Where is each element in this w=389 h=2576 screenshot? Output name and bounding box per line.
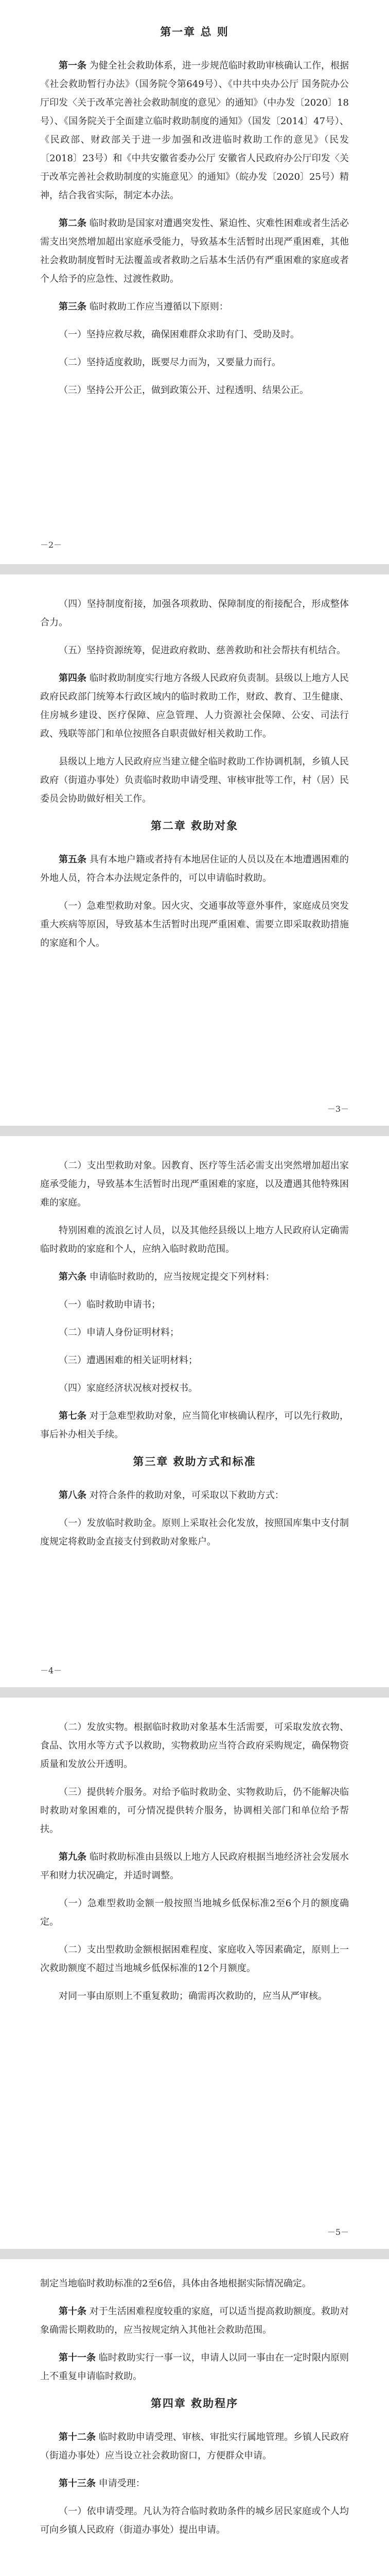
article-item: （三）提供转介服务。对给予临时救助金、实物救助后，仍不能解决临时救助对象困难的，可分情况提供转介服务，协调相关部门和单位给予帮扶。 — [40, 1787, 349, 1835]
document-page — [0, 1698, 389, 2249]
article-text: 临时救助申请受理、审核、审批实行属地管理。乡镇人民政府（街道办事处）应当设立社会救助窗口，方便群众申请。 — [40, 2432, 349, 2461]
page-content — [40, 19, 349, 409]
article-head: 第十条 — [59, 2306, 87, 2317]
article-item: 县级以上地方人民政府应当建立健全临时救助工作协调机制，乡镇人民政府（街道办事处）负责临时救助申请受理、审核审批等工作，村（居）民委员会协助做好相关工作。 — [40, 756, 349, 804]
article-head: 第七条 — [59, 1411, 87, 1421]
article-head: 第九条 — [59, 1852, 87, 1862]
article — [40, 1407, 349, 1444]
article-item: （二）支出型救助对象。因教育、医疗等生活必需支出突然增加超出家庭承受能力，导致基本生活暂时出现严重困难的家庭，以及遭遇其他特殊困难的家庭。 — [40, 1160, 349, 1208]
article-item: （四）坚持制度衔接，加强各项救助、保障制度的衔接配合，形成整体合力。 — [40, 599, 349, 628]
document-page — [0, 1136, 389, 1687]
article — [40, 851, 349, 888]
page-number: －2－ — [40, 540, 62, 550]
page-content — [40, 2275, 349, 2549]
article-item: （一）急难型救助对象。因火灾、交通事故等意外事件，家庭成员突发重大疾病等原因，导致基本生活暂时出现严重困难、需要立即采取救助措施的家庭和个人。 — [40, 901, 349, 948]
document-page — [0, 574, 389, 1126]
article-text: 临时救助实行一事一议，申请人以同一事由在一定时限内原则上不重复申请临时救助。 — [40, 2352, 349, 2382]
article — [40, 669, 349, 743]
page-content — [40, 1157, 349, 1561]
article-item: （三）坚持公开公正，做到政策公开、过程透明、结果公正。 — [59, 385, 309, 396]
article-text: 临时救助是国家对遭遇突发性、紧迫性、灾难性困难或者生活必需支出突然增加超出家庭承受能力，导致基本生活暂时出现严重困难，其他社会救助制度暂时无法覆盖或者救助之后基本生活仍有严重困难的家庭或者个人给予的应急性、过渡性救助。 — [40, 218, 349, 284]
article — [40, 1268, 349, 1286]
article-item: 制定当地临时救助标准的2至6倍，具体由各地根据实际情况确定。 — [40, 2278, 311, 2289]
article-text: 为健全社会救助体系，进一步规范临时救助审核确认工作，根据《社会救助暂行办法》（国务院令第649号）、《中共中央办公厅 国务院办公厅印发〈关于改革完善社会救助制度的意见〉的通知》（中办发〔2020〕18号）、《国务院关于全面建立临时救助制度的通知》（国发〔2014〕47号）、《民政部、财政部关于进一步加强和改进临时救助工作的意见》（民发〔2018〕23号）和《中共安徽省委办公厅 安徽省人民政府办公厅印发〈关于改革完善社会救助制度的实施意见〉的通知》（皖办发〔2020〕25号）精神，结合我省实际，制定本办法。 — [40, 60, 349, 201]
article-item: （二）申请人身份证明材料； — [59, 1327, 179, 1338]
article-text: 临时救助工作应当遵循以下原则： — [89, 301, 228, 312]
article — [40, 1848, 349, 1885]
document-page — [0, 2259, 389, 2576]
article — [40, 2349, 349, 2386]
article-item: 对同一事由原则上不重复救助；确需再次救助的，应当从严审核。 — [59, 1991, 327, 2002]
article-text: 临时救助标准由县级以上地方人民政府根据当地经济社会发展水平和财力状况确定，并适时调整。 — [40, 1852, 349, 1881]
article — [40, 57, 349, 205]
article-text: 申请受理： — [98, 2478, 145, 2489]
article-text: 临时救助制度实行地方各级人民政府负责制。县级以上地方人民政府民政部门统筹本行政区域内的临时救助工作，财政、教育、卫生健康、住房城乡建设、医疗保障、应急管理、人力资源社会保障、公安、司法行政、残联等部门和单位按照各自职责做好相关救助工作。 — [40, 673, 349, 739]
page-number: －4－ — [40, 1666, 62, 1675]
article-item: （三）遭遇困难的相关证明材料； — [59, 1355, 198, 1366]
page-number: －5－ — [327, 2227, 349, 2237]
article-item: （二）支出型救助金额根据困难程度、家庭收入等因素确定，原则上一次救助额度不超过当地城乡低保标准的12个月额度。 — [40, 1944, 349, 1974]
article-item: （一）临时救助申请书； — [59, 1299, 161, 1310]
article — [40, 214, 349, 289]
article-head: 第六条 — [59, 1272, 86, 1282]
article-item: （五）坚持资源统筹，促进政府救助、慈善救助和社会帮扶有机结合。 — [59, 645, 346, 656]
article-item: （一）发放临时救助金。原则上采取社会化发放，按照国库集中支付制度规定将救助金直接支付到救助对象账户。 — [40, 1518, 349, 1547]
article-item: （四）家庭经济状况核对授权书。 — [59, 1383, 198, 1394]
article-head: 第十一条 — [59, 2352, 96, 2363]
article-head: 第十二条 — [59, 2432, 96, 2443]
page-number: －3－ — [327, 1104, 349, 1114]
article-head: 第二条 — [59, 218, 87, 229]
article-head: 第四条 — [59, 673, 87, 684]
article-item: （一）急难型救助金额一般按照当地城乡低保标准2至6个月的额度确定。 — [40, 1898, 349, 1927]
page-content — [40, 595, 349, 962]
article-text: 对于急难型救助对象，应当简化审核确认程序，可以先行救助，事后补办相关手续。 — [40, 1411, 349, 1440]
article-text: 申请临时救助的，应当按规定提交下列材料： — [89, 1272, 275, 1282]
page-content — [40, 1718, 349, 2015]
chapter-title: 第二章 救助对象 — [150, 819, 239, 832]
article — [40, 2428, 349, 2465]
article-head: 第五条 — [59, 854, 87, 865]
article-head: 第八条 — [59, 1490, 86, 1501]
chapter-title: 第一章 总 则 — [160, 25, 229, 38]
chapter-title: 第三章 救助方式和标准 — [133, 1455, 256, 1468]
article-text: 对于生活困难程度较重的家庭，可以适当提高救助额度。救助对象确需长期救助的，应当按规定纳入其他社会救助范围。 — [40, 2306, 349, 2335]
article — [40, 2475, 349, 2493]
article-head: 第十三条 — [59, 2478, 96, 2489]
article-item: 特别困难的流浪乞讨人员，以及其他经县级以上地方人民政府认定确需临时救助的家庭和个人，应纳入临时救助范围。 — [40, 1225, 349, 1255]
article-item: （一）依申请受理。凡认为符合临时救助条件的城乡居民家庭或个人均可向乡镇人民政府（街道办事处）提出申请。 — [40, 2506, 349, 2535]
article-item: （二）坚持适度救助，既要尽力而为，又要量力而行。 — [59, 357, 281, 368]
article — [40, 298, 349, 316]
document-page — [0, 0, 389, 564]
article-head: 第一条 — [59, 60, 87, 71]
article-item: （二）发放实物。根据临时救助对象基本生活需要，可采取发放衣物、食品、饮用水等方式予以救助，实物救助应当符合政府采购规定，确保物资质量和发放公开透明。 — [40, 1722, 349, 1770]
article-text: 具有本地户籍或者持有本地居住证的人员以及在本地遭遇困难的外地人员，符合本办法规定条件的，可以申请临时救助。 — [40, 854, 349, 884]
article — [40, 2302, 349, 2340]
chapter-title: 第四章 救助程序 — [150, 2397, 239, 2410]
article-item: （一）坚持应救尽救，确保困难群众求助有门、受助及时。 — [59, 329, 299, 340]
article — [40, 1486, 349, 1505]
article-text: 对符合条件的救助对象，可采取以下救助方式： — [89, 1490, 284, 1501]
article-head: 第三条 — [59, 301, 86, 312]
